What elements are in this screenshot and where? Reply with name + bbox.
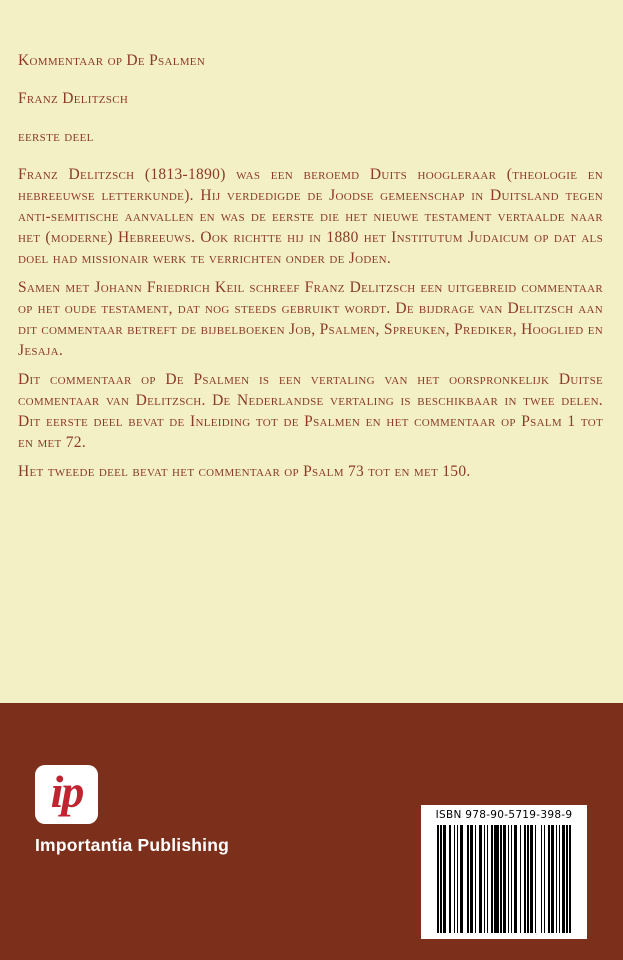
edition-label: eerste deel: [18, 128, 94, 145]
publisher-logo-text: ip: [50, 765, 83, 817]
publisher-band: [0, 703, 623, 960]
description-paragraph: Dit commentaar op De Psalmen is een vertaling van het oorspronkelijk Duitse commentaar van Delitzsch. De Nederlandse vertaling is beschikbaar in twee delen. Dit eerste deel bevat de Inleiding tot de Psalmen en het commentaar op Psalm 1 tot en met 72.: [18, 371, 603, 451]
publisher-name: Importantia Publishing: [35, 835, 229, 855]
isbn-label: ISBN 978-90-5719-398-9: [435, 809, 573, 821]
barcode: [421, 805, 587, 939]
barcode-bars: [421, 825, 587, 933]
page-title: Kommentaar op De Psalmen: [18, 52, 206, 69]
publisher-logo: [35, 765, 98, 824]
description-paragraph: Franz Delitzsch (1813-1890) was een beroemd Duits hoogleraar (theologie en hebreeuwse letterkunde). Hij verdedigde de Joodse gemeenschap in Duitsland tegen anti-semitische aanvallen en was de eerste die het nieuwe testament vertaalde naar het (moderne) Hebreeuws. Ook richtte hij in 1880 het Institutum Judaicum op dat als doel had missionair werk te verrichten onder de Joden.: [18, 166, 603, 267]
author-name: Franz Delitzsch: [18, 90, 129, 107]
description-paragraph: Het tweede deel bevat het commentaar op Psalm 73 tot en met 150.: [18, 463, 471, 480]
description-paragraph: Samen met Johann Friedrich Keil schreef Franz Delitzsch een uitgebreid commentaar op het oude testament, dat nog steeds gebruikt wordt. De bijdrage van Delitzsch aan dit commentaar betreft de bijbelboeken Job, Psalmen, Spreuken, Prediker, Hooglied en Jesaja.: [18, 279, 603, 359]
